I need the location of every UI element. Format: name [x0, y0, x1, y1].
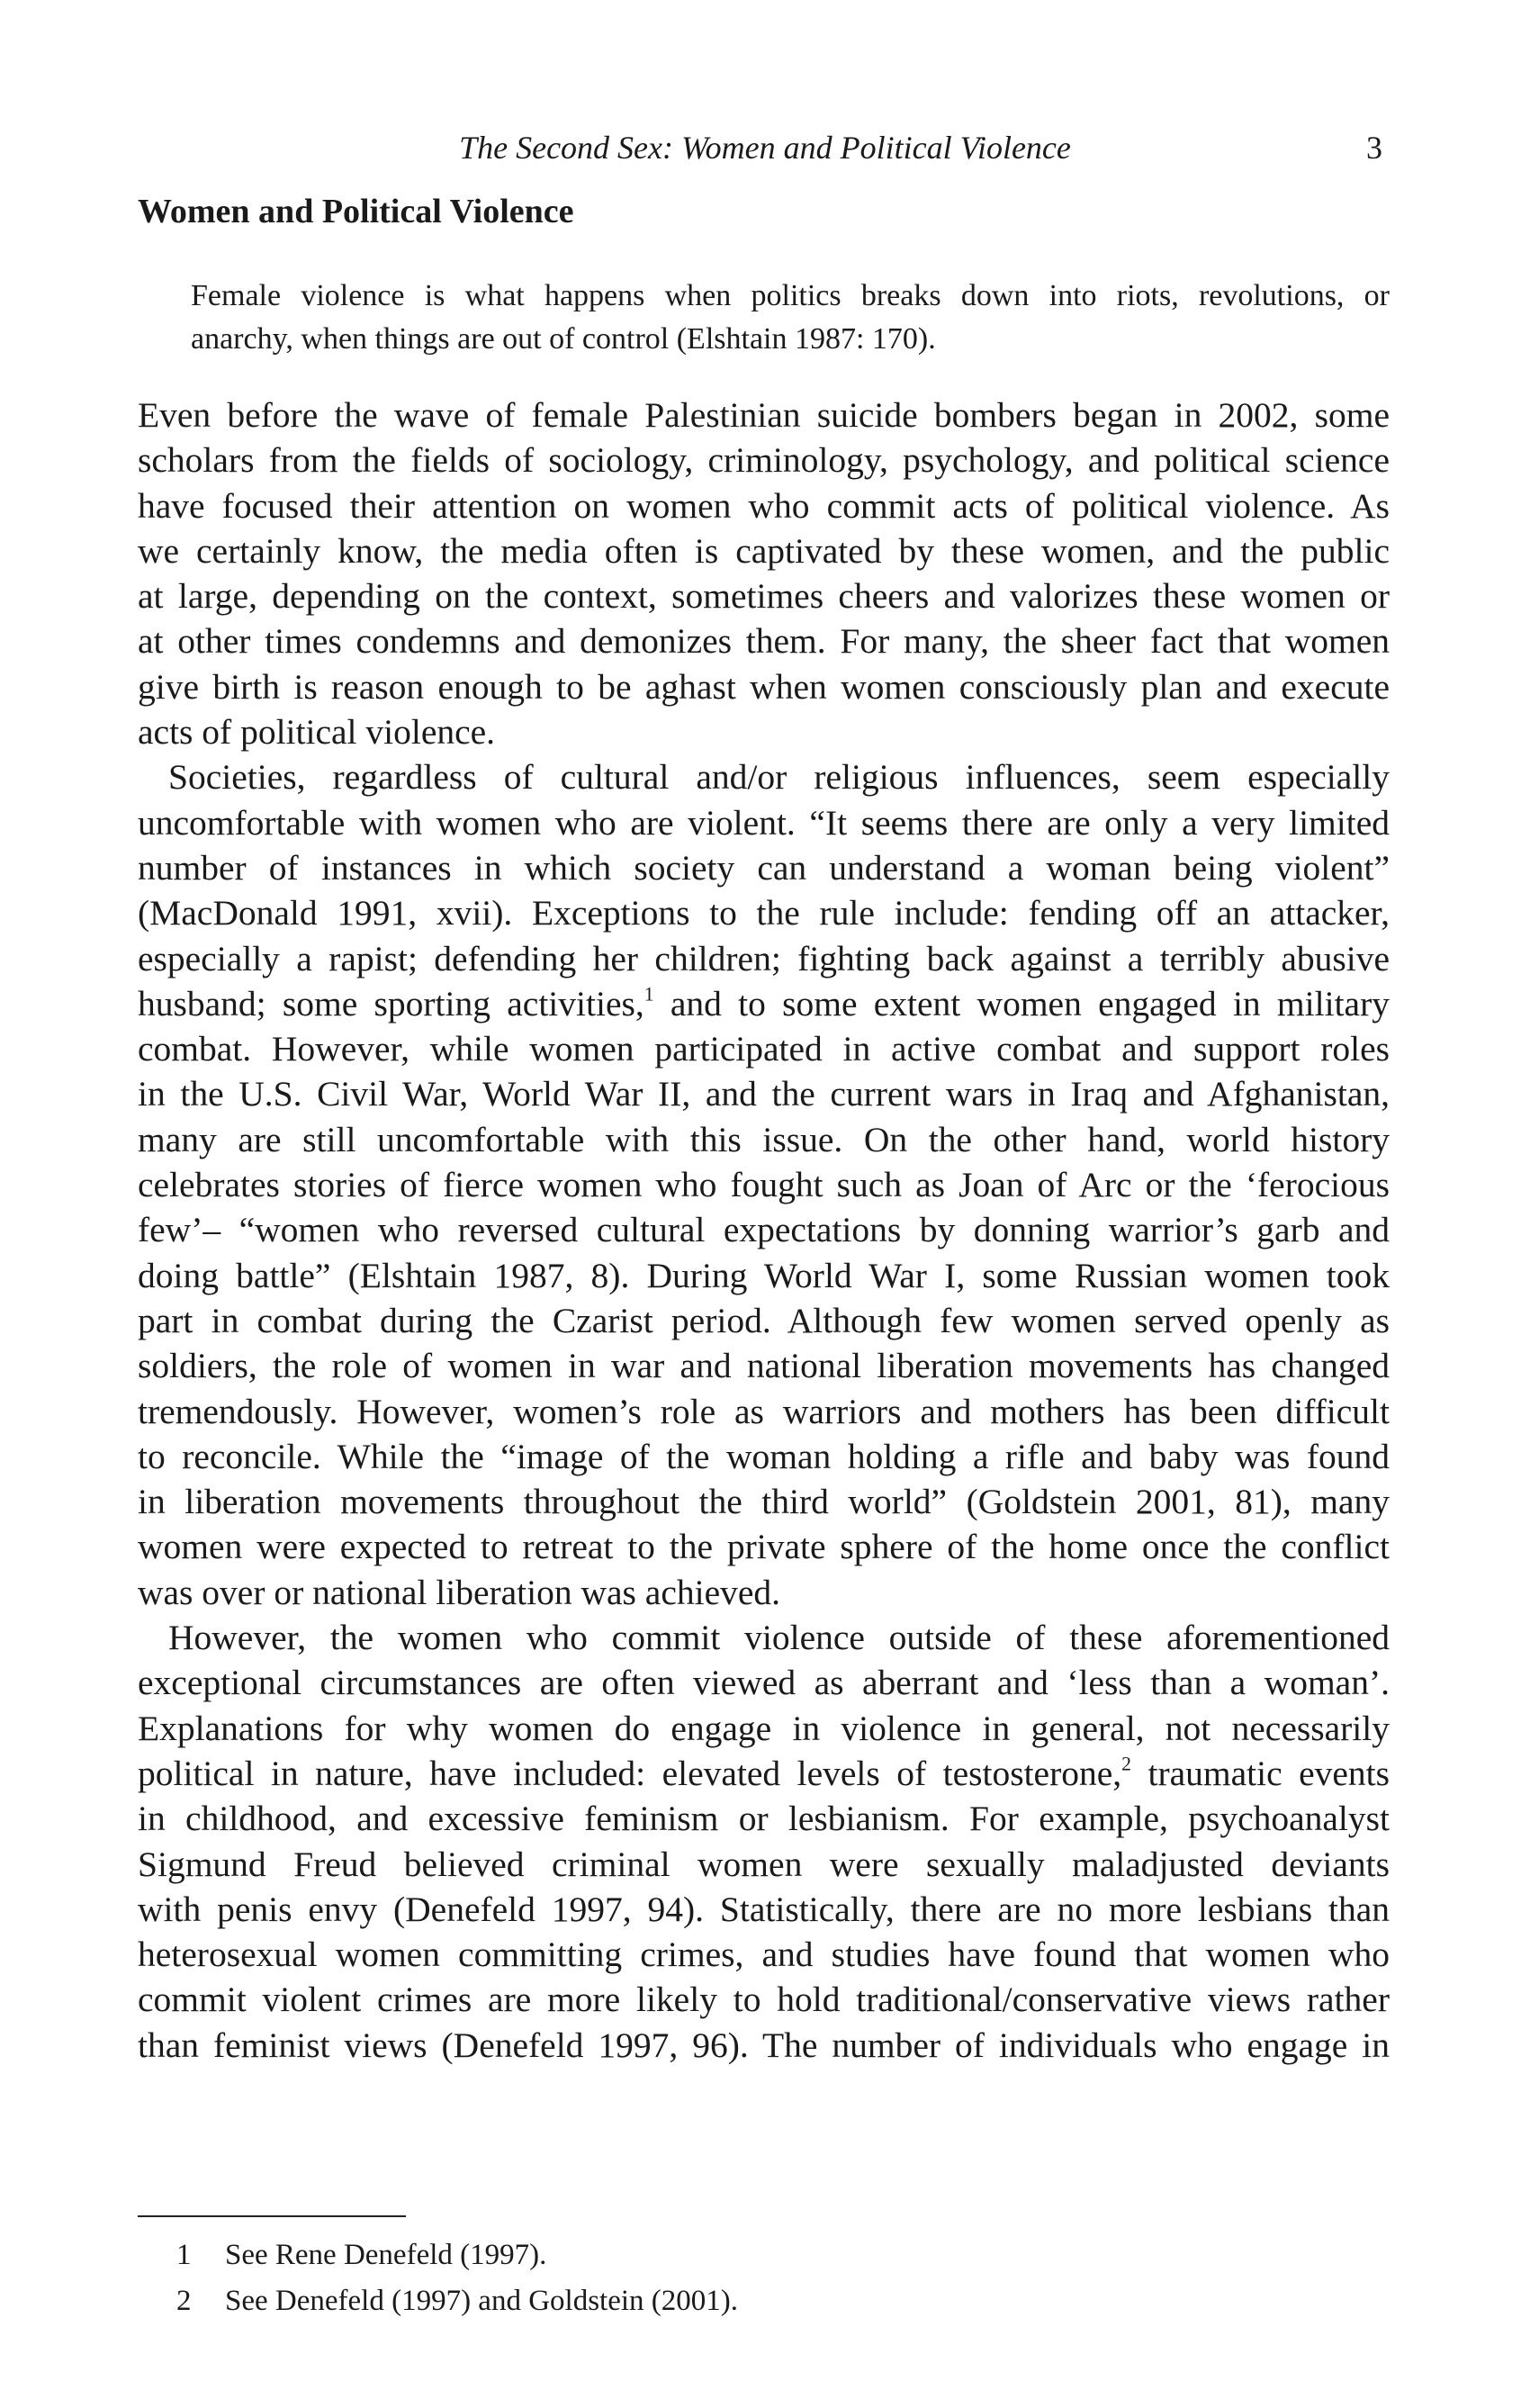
text-line: at large, depending on the context, sometimes cheers and valorizes these women or [138, 576, 1390, 617]
text-line: acts of political violence. [138, 712, 496, 753]
epigraph-line: Female violence is what happens when politics breaks down into riots, revolutions, or [191, 279, 1390, 312]
text-line: give birth is reason enough to be aghast when women consciously plan and execute [138, 666, 1390, 707]
text-line: part in combat during the Czarist period. Although few women served openly as [138, 1300, 1390, 1340]
footnote-number: 1 [176, 2239, 192, 2271]
epigraph-line: anarchy, when things are out of control (Elshtain 1987: 170). [191, 322, 936, 356]
text-segment: and to some extent women engaged in military [653, 983, 1390, 1024]
text-line: combat. However, while women participated in active combat and support roles [138, 1029, 1390, 1069]
footnote-text: See Rene Denefeld (1997). [225, 2239, 547, 2271]
text-line [138, 1751, 1390, 1796]
text-line: scholars from the fields of sociology, criminology, psychology, and political science [138, 440, 1390, 481]
footnote-number: 2 [176, 2285, 192, 2317]
text-segment: traumatic events [1131, 1753, 1390, 1793]
text-line: heterosexual women committing crimes, and studies have found that women who [138, 1935, 1390, 1975]
text-line: to reconcile. While the “image of the woman holding a rifle and baby was found [138, 1436, 1390, 1476]
text-line: number of instances in which society can understand a woman being violent” [138, 847, 1390, 888]
paragraph [138, 754, 1390, 1615]
text-line: at other times condemns and demonizes them. For many, the sheer fact that women [138, 621, 1390, 662]
paragraph [138, 1615, 1390, 2068]
text-line: in the U.S. Civil War, World War II, and the current wars in Iraq and Afghanistan, [138, 1074, 1390, 1114]
footnote-ref: 2 [1121, 1753, 1132, 1775]
text-line: (MacDonald 1991, xvii). Exceptions to the rule include: fending off an attacker, [138, 893, 1390, 933]
text-line: Sigmund Freud believed criminal women were sexually maladjusted deviants [138, 1844, 1390, 1884]
section-heading: Women and Political Violence [138, 193, 574, 230]
text-line [138, 981, 1390, 1026]
text-line: tremendously. However, women’s role as warriors and mothers has been difficult [138, 1391, 1390, 1431]
footnote [176, 2232, 738, 2278]
running-header: The Second Sex: Women and Political Violence [459, 130, 1071, 166]
text-line: have focused their attention on women who commit acts of political violence. As [138, 485, 1390, 526]
text-line: women were expected to retreat to the private sphere of the home once the conflict [138, 1527, 1390, 1567]
text-line: doing battle” (Elshtain 1987, 8). During World War I, some Russian women took [138, 1255, 1390, 1295]
text-line: many are still uncomfortable with this issue. On the other hand, world history [138, 1119, 1390, 1159]
footnote-divider [138, 2215, 406, 2217]
text-segment: political in nature, have included: elevated levels of testosterone, [138, 1753, 1122, 1793]
text-line: with penis envy (Denefeld 1997, 94). Statistically, there are no more lesbians than [138, 1889, 1390, 1929]
text-line: in childhood, and excessive feminism or lesbianism. For example, psychoanalyst [138, 1799, 1390, 1839]
text-segment: husband; some sporting activities, [138, 983, 644, 1024]
paragraph [138, 392, 1390, 754]
text-line: Explanations for why women do engage in violence in general, not necessarily [138, 1708, 1390, 1748]
page-number: 3 [1366, 130, 1382, 166]
text-line: celebrates stories of fierce women who fought such as Joan of Arc or the ‘ferocious [138, 1165, 1390, 1205]
text-line: uncomfortable with women who are violent. “It seems there are only a very limited [138, 802, 1390, 843]
body-text [138, 392, 1390, 2068]
text-line: Societies, regardless of cultural and/or religious influences, seem especially [168, 757, 1390, 798]
text-line: was over or national liberation was achieved. [138, 1572, 781, 1612]
footnote [176, 2278, 738, 2324]
footnote-ref: 1 [644, 983, 654, 1006]
text-line: exceptional circumstances are often viewed as aberrant and ‘less than a woman’. [138, 1663, 1390, 1703]
text-line: Even before the wave of female Palestinian suicide bombers began in 2002, some [138, 395, 1390, 435]
text-line: we certainly know, the media often is captivated by these women, and the public [138, 530, 1390, 571]
footnote-text: See Denefeld (1997) and Goldstein (2001). [225, 2285, 739, 2317]
text-line: than feminist views (Denefeld 1997, 96). The number of individuals who engage in [138, 2025, 1390, 2065]
footnotes [176, 2232, 738, 2324]
text-line: commit violent crimes are more likely to hold traditional/conservative views rather [138, 1980, 1390, 2020]
text-line: especially a rapist; defending her children; fighting back against a terribly abusive [138, 938, 1390, 979]
text-line: few’– “women who reversed cultural expectations by donning warrior’s garb and [138, 1210, 1390, 1250]
text-line: However, the women who commit violence outside of these aforementioned [168, 1618, 1390, 1658]
text-line: in liberation movements throughout the third world” (Goldstein 2001, 81), many [138, 1482, 1390, 1522]
text-line: soldiers, the role of women in war and national liberation movements has changed [138, 1346, 1390, 1386]
epigraph [191, 275, 1390, 361]
